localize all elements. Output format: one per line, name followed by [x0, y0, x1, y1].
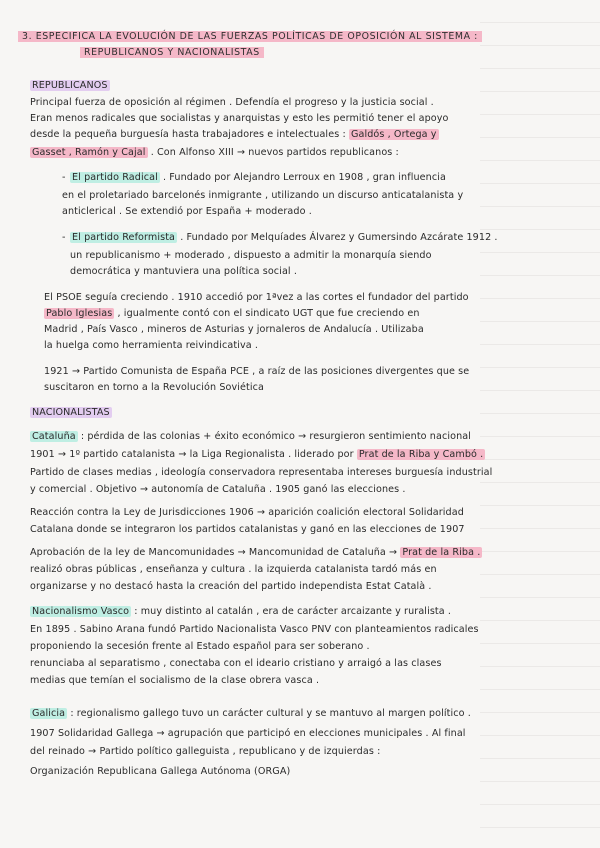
rep-line-2: Eran menos radicales que socialistas y anarquistas y esto les permitió tener el apoyo — [30, 113, 449, 124]
cat-line-8: realizó obras públicas , enseñanza y cultura . la izquierda catalanista tardó más en — [30, 564, 437, 575]
page-title — [18, 30, 578, 68]
cat-line-2: 1901 → 1º partido catalanista → la Liga Regionalista . liderado por Prat de la Riba y Cambó . — [30, 449, 484, 460]
radical-line-3: anticlerical . Se extendió por España + moderado . — [62, 206, 312, 217]
reformista-line-1: El partido Reformista . Fundado por Melquíades Álvarez y Gumersindo Azcárate 1912 . — [72, 232, 498, 243]
highlight-galicia: Galicia — [32, 708, 66, 719]
psoe-line-2: Pablo Iglesias , igualmente contó con el sindicato UGT que fue creciendo en — [46, 308, 420, 319]
highlight-partido-radical: El partido Radical — [72, 172, 158, 183]
vasco-line-3: proponiendo la secesión frente al Estado español para ser soberano . — [30, 641, 370, 652]
highlight-cataluna: Cataluña — [32, 431, 76, 442]
vasco-line-5: medias que temían el socialismo de la clase obrera vasca . — [30, 675, 320, 686]
highlight-intellectuals-1: Galdós , Ortega y — [350, 129, 437, 140]
bullet-dash: - — [62, 172, 66, 183]
cat-line-7: Aprobación de la ley de Mancomunidades → Mancomunidad de Cataluña → Prat de la Riba . — [30, 547, 481, 558]
gal-line-3: del reinado → Partido político galleguista , republicano y de izquierdas : — [30, 746, 381, 757]
bullet-dash: - — [62, 232, 66, 243]
pce-line-1: 1921 → Partido Comunista de España PCE , a raíz de las posiciones divergentes que se — [44, 366, 470, 377]
highlight-intellectuals-2: Gasset , Ramón y Cajal — [32, 147, 146, 158]
reformista-line-3: democrática y mantuviera una política social . — [70, 266, 297, 277]
gal-line-2: 1907 Solidaridad Gallega → agrupación que participó en elecciones municipales . Al final — [30, 728, 466, 739]
cat-line-1: Cataluña : pérdida de las colonias + éxito económico → resurgieron sentimiento nacional — [32, 431, 471, 442]
highlight-prat-cambo: Prat de la Riba y Cambó . — [358, 449, 484, 460]
reformista-line-2: un republicanismo + moderado , dispuesto a admitir la monarquía siendo — [70, 250, 432, 261]
radical-line-1: El partido Radical . Fundado por Alejandro Lerroux en 1908 , gran influencia — [72, 172, 446, 183]
heading-republicanos: REPUBLICANOS — [32, 80, 108, 91]
cat-line-6: Catalana donde se integraron los partidos catalanistas y ganó en las elecciones de 1907 — [30, 524, 465, 535]
title-line-2: REPUBLICANOS Y NACIONALISTAS — [80, 47, 264, 58]
rep-line-4: Gasset , Ramón y Cajal . Con Alfonso XIII → nuevos partidos republicanos : — [32, 147, 399, 158]
gal-line-4: Organización Republicana Gallega Autónoma (ORGA) — [30, 766, 291, 777]
highlight-partido-reformista: El partido Reformista — [72, 232, 176, 243]
vasco-line-4: renunciaba al separatismo , conectaba con el ideario cristiano y arraigó a las clases — [30, 658, 442, 669]
gal-line-1: Galicia : regionalismo gallego tuvo un carácter cultural y se mantuvo al margen político . — [32, 708, 471, 719]
cat-line-5: Reacción contra la Ley de Jurisdicciones 1906 → aparición coalición electoral Solidaridad — [30, 507, 464, 518]
pce-line-2: suscitaron en torno a la Revolución Soviética — [44, 382, 265, 393]
highlight-prat-de-la-riba: Prat de la Riba . — [402, 547, 481, 558]
heading-nacionalistas: NACIONALISTAS — [32, 407, 110, 418]
cat-line-4: y comercial . Objetivo → autonomía de Cataluña . 1905 ganó las elecciones . — [30, 484, 406, 495]
psoe-line-3: Madrid , País Vasco , mineros de Asturias y jornaleros de Andalucía . Utilizaba — [44, 324, 424, 335]
psoe-line-1: El PSOE seguía creciendo . 1910 accedió por 1ªvez a las cortes el fundador del partido — [44, 292, 469, 303]
highlight-nacionalismo-vasco: Nacionalismo Vasco — [32, 606, 130, 617]
vasco-line-2: En 1895 . Sabino Arana fundó Partido Nacionalista Vasco PNV con planteamientos radicales — [30, 624, 479, 635]
cat-line-9: organizarse y no destacó hasta la creación del partido independista Estat Català . — [30, 581, 432, 592]
vasco-line-1: Nacionalismo Vasco : muy distinto al catalán , era de carácter arcaizante y ruralista . — [32, 606, 452, 617]
bleed-through-lines — [480, 0, 600, 848]
psoe-line-4: la huelga como herramienta reivindicativa . — [44, 340, 259, 351]
cat-line-3: Partido de clases medias , ideología conservadora representaba intereses burguesía industrial — [30, 467, 493, 478]
title-line-1: 3. ESPECIFICA LA EVOLUCIÓN DE LAS FUERZAS POLÍTICAS DE OPOSICIÓN AL SISTEMA : — [18, 31, 482, 42]
radical-line-2: en el proletariado barcelonés inmigrante , utilizando un discurso anticatalanista y — [62, 190, 464, 201]
rep-line-3: desde la pequeña burguesía hasta trabajadores e intelectuales : Galdós , Ortega y — [30, 129, 437, 140]
highlight-pablo-iglesias: Pablo Iglesias — [46, 308, 113, 319]
rep-line-1: Principal fuerza de oposición al régimen . Defendía el progreso y la justicia social . — [30, 97, 434, 108]
